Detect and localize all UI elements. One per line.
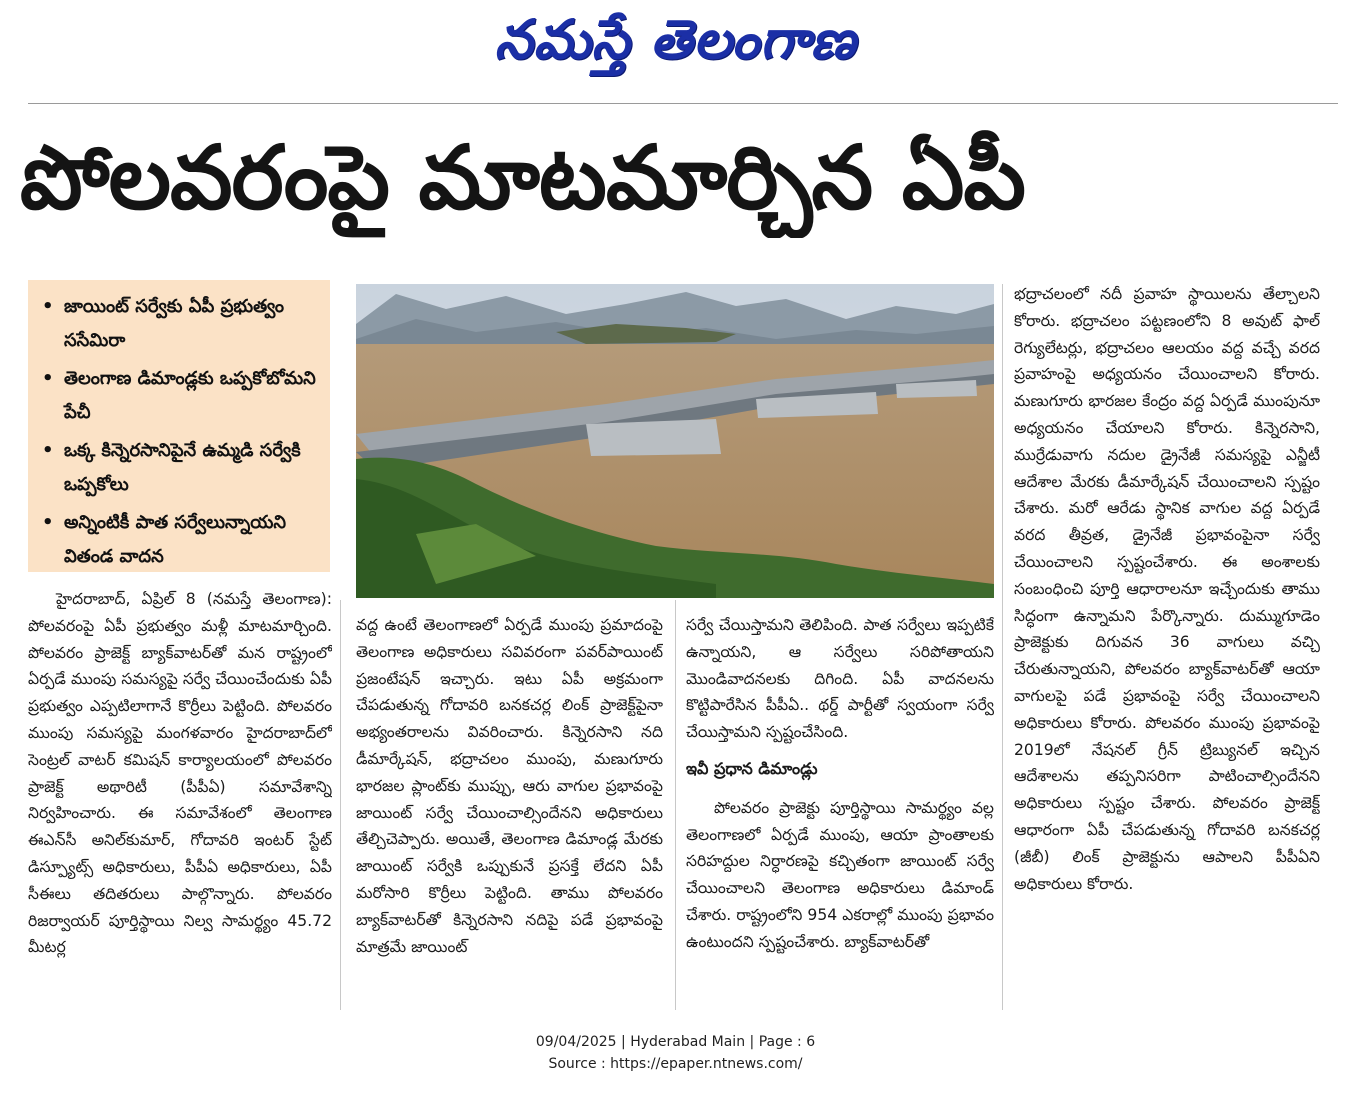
article-column-3 — [686, 612, 994, 1014]
masthead — [0, 0, 1351, 92]
bullet-icon: • — [42, 512, 54, 533]
highlight-text: ఒక్క కిన్నెరసానిపైనే ఉమ్మడి సర్వేకి ఒప్పకోలు — [64, 440, 301, 495]
column-divider — [675, 600, 676, 1010]
page-title: పోలవరంపై మాటమార్చిన ఏపీ — [20, 126, 1025, 229]
bullet-icon: • — [42, 440, 54, 461]
masthead-logo: నమస్తే తెలంగాణ — [494, 7, 857, 71]
page-footer — [0, 1031, 1351, 1075]
highlight-item — [42, 506, 322, 574]
bullet-icon: • — [42, 368, 54, 389]
section-subheading: ఇవీ ప్రధాన డిమాండ్లు — [686, 758, 818, 778]
dam-photo — [356, 284, 994, 598]
highlight-text: జాయింట్ సర్వేకు ఏపీ ప్రభుత్వం ససేమిరా — [64, 296, 284, 351]
article-column-1 — [28, 586, 332, 1014]
highlight-text: తెలంగాణ డిమాండ్లకు ఒప్పకోబోమని పేచీ — [64, 368, 316, 423]
footer-edition-info: 09/04/2025 | Hyderabad Main | Page : 6 — [535, 1034, 816, 1050]
highlight-item — [42, 362, 322, 430]
bullet-icon: • — [42, 296, 54, 317]
article-paragraph: వద్ద ఉంటే తెలంగాణలో ఏర్పడే ముంపు ప్రమాదంపై తెలంగాణ అధికారులు సవివరంగా పవర్‌పాయింట్ ప్రజంటేషన్ ఇచ్చారు. ఇటు ఏపీ అక్రమంగా చేపడుతున్న గోదావరి బనకచర్ల లింక్ ప్రాజెక్ట్‌పైనా అభ్యంతరాలను వివరించారు. కిన్నెరసాని నది డీమార్కేషన్, భద్రాచలం ముంపు, మణుగూరు భారజల ప్లాంట్‌కు ముప్పు, ఆరు వాగుల ప్రభావంపై జాయింట్ సర్వే చేయించాల్సిందేనని అధికారులు తేల్చిచెప్పారు. అయితే, తెలంగాణ డిమాండ్ల మేరకు జాయింట్ సర్వేకి ఒప్పుకునే ప్రసక్తే లేదని ఏపీ మరోసారి కొర్రీలు పెట్టింది. తాము పోలవరం బ్యాక్‌వాటర్‌తో కిన్నెరసాని నదిపై పడే ప్రభావంపై మాత్రమే జాయింట్ — [356, 616, 663, 956]
highlight-item — [42, 434, 322, 502]
article-paragraph: భద్రాచలంలో నదీ ప్రవాహ స్థాయిలను తేల్చాలని కోరారు. భద్రాచలం పట్టణంలోని 8 అవుట్ ఫాల్ రెగ్యులేటర్లు, భద్రాచలం ఆలయం వద్ద వచ్చే వరద ప్రవాహంపై అధ్యయనం చేయించాలని కోరారు. మణుగూరు భారజల కేంద్రం వద్ద ఏర్పడే ముంపునూ అధ్యయనం చేయాలని కోరారు. కిన్నెరసాని, ముర్రేడువాగు నదుల డ్రైనేజీ సమస్యపై ఎన్జీటీ ఆదేశాల మేరకు డీమార్కేషన్ చేయించాలని స్పష్టం చేశారు. మరో ఆరేడు స్థానిక వాగుల వద్ద ఏర్పడే వరద తీవ్రత, డ్రైనేజీ ప్రభావంపైనా సర్వే చేయించాలని స్పష్టంచేశారు. ఈ అంశాలకు సంబంధించి పూర్తి ఆధారాలనూ ఇచ్చేందుకు తాము సిద్ధంగా ఉన్నామని పేర్కొన్నారు. దుమ్ముగూడెం ప్రాజెక్టుకు దిగువన 36 వాగులు వచ్చి చేరుతున్నాయని, పోలవరం బ్యాక్‌వాటర్‌తో ఆయా వాగులపై పడే ప్రభావంపై సర్వే చేయించాలని అధికారులు కోరారు. పోలవరం ముంపు ప్రభావంపై 2019లో నేషనల్ గ్రీన్ ట్రిబ్యునల్ ఇచ్చిన ఆదేశాలను తప్పనిసరిగా పాటించాల్సిందేనని అధికారులు స్పష్టం చేశారు. పోలవరం ప్రాజెక్ట్ ఆధారంగా ఏపీ చేపడుతున్న గోదావరి బనకచర్ల (జీబీ) లింక్ ప్రాజెక్టును ఆపాలని పీపీఏని అధికారులు కోరారు. — [1014, 285, 1320, 893]
highlights-box — [28, 280, 330, 572]
article-paragraph: హైదరాబాద్, ఏప్రిల్ 8 (నమస్తే తెలంగాణ): పోలవరంపై ఏపీ ప్రభుత్వం మళ్లీ మాటమార్చింది. పోలవరం ప్రాజెక్ట్ బ్యాక్‌వాటర్‌తో మన రాష్ట్రంలో ఏర్పడే ముంపు సమస్యపై సర్వే చేయించేందుకు ఏపీ ప్రభుత్వం ఎప్పటిలాగానే కొర్రీలు పెట్టింది. పోలవరం ముంపు సమస్యపై మంగళవారం హైదరాబాద్‌లో సెంట్రల్ వాటర్ కమిషన్ కార్యాలయంలో పోలవరం ప్రాజెక్ట్ అథారిటీ (పీపీఏ) సమావేశాన్ని నిర్వహించారు. ఈ సమావేశంలో తెలంగాణ ఈఎన్‌సీ అనిల్‌కుమార్, గోదావరి ఇంటర్ స్టేట్ డిస్ప్యూట్స్ అధికారులు, పీపీఏ అధికారులు, ఏపీ సీఈలు తదితరులు పాల్గొన్నారు. పోలవరం రిజర్వాయర్ పూర్తిస్థాయి నిల్వ సామర్థ్యం 45.72 మీటర్ల — [28, 590, 332, 957]
dam-photo-illustration — [356, 284, 994, 598]
footer-source-link[interactable]: Source : https://epaper.ntnews.com/ — [548, 1056, 803, 1072]
article-paragraph: సర్వే చేయిస్తామని తెలిపింది. పాత సర్వేలు ఇప్పటికే ఉన్నాయని, ఆ సర్వేలు సరిపోతాయని మొండివాదనలకు దిగింది. ఏపీ వాదనలను కొట్టిపారేసిన పీపీఏ.. థర్డ్ పార్టీతో స్వయంగా సర్వే చేయిస్తామని స్పష్టంచేసింది. — [686, 616, 994, 742]
article-column-2 — [356, 612, 663, 1014]
article-paragraph: పోలవరం ప్రాజెక్టు పూర్తిస్థాయి సామర్థ్యం వల్ల తెలంగాణలో ఏర్పడే ముంపు, ఆయా ప్రాంతాలకు సరిహద్దుల నిర్ధారణపై కచ్చితంగా జాయింట్ సర్వే చేయించాలని తెలంగాణ అధికారులు డిమాండ్ చేశారు. రాష్ట్రంలోని 954 ఎకరాల్లో ముంపు ప్రభావం ఉంటుందని స్పష్టంచేశారు. బ్యాక్‌వాటర్‌తో — [686, 798, 994, 951]
column-divider — [1002, 284, 1003, 1010]
column-divider — [340, 600, 341, 1010]
article-column-4 — [1014, 281, 1320, 1009]
highlight-text: అన్నింటికీ పాత సర్వేలున్నాయని వితండ వాదన — [64, 512, 287, 567]
highlight-item — [42, 290, 322, 358]
masthead-divider — [28, 103, 1338, 104]
